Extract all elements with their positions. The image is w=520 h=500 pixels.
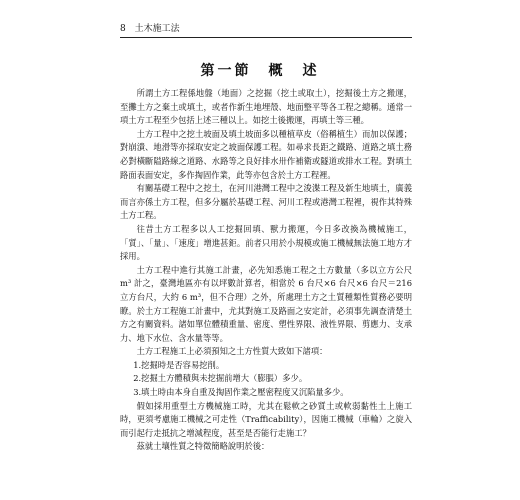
list-item: 2.挖掘土方體積與未挖掘前增大（膨脹）多少。: [133, 373, 308, 384]
paragraph: 往昔土方工程多以人工挖掘回填、獸力搬運，今日多改換為機械施工，「質」、「量」、「速度」增進甚鉅。前者只用於小規模或施工機械無法施工地方才採用。: [120, 223, 412, 262]
paragraph: 有關基礎工程中之挖土，在河川港灣工程中之浚渫工程及新生地填土，廣義而言亦係土方工程，但多分屬於基礎工程、河川工程或港灣工程裡，視作其特殊土方工程。: [120, 183, 412, 221]
paragraph: 土方工程施工上必須預知之土方性質大致如下諸項：: [136, 346, 328, 357]
page-number: 8: [120, 24, 126, 34]
section-title: 第一節 概 述: [200, 63, 320, 79]
list-item: 1.挖掘時是否容易挖削。: [133, 359, 225, 370]
paragraph: 土方工程中進行其施工計畫，必先知悉施工程之土方數量（多以立方公尺 m³ 計之，臺灣地區亦有以坪數計算者，相當於 6 台尺×6 台尺×6 台尺＝216 立方台尺，大約 6 m³，但不合理）之外，所處理土方之土質種類性質務必要明瞭。於土方工程施工計畫中，尤其對施工及路面之安定計，必須事先調查清楚土方之有關資料。諸如單位體積重量、密度、塑性界限、液性界限、剪應力、支承力、地下水位、含水量等等。: [120, 264, 412, 343]
paragraph: 所謂土方工程係地盤（地面）之挖掘（挖土或取土），挖掘後土方之搬運，至攤土方之棄土或填土，或者作新生地埋殼、地面整平等各工程之總稱。通常一項土方工程至少包括上述三種以上。如挖土後搬運，再填土等三種。: [120, 88, 412, 126]
paragraph: 假如採用重型土方機械施工時，尤其在鬆軟之砂質土或軟弱黏性土上施工時，更須考慮施工機械之可走性（Trafficability），因施工機械（車輪）之旋入而引起行走抵抗之增減程度，甚至是否能行走施工？: [120, 400, 412, 438]
running-header: [120, 24, 412, 38]
paragraph: 茲就土壤性質之特徵簡略說明於後：: [136, 441, 270, 452]
list-item: 3.填土時由本身自重及掏固作業之壓密程度又沉陷量多少。: [133, 387, 349, 398]
book-title: 土木施工法: [134, 24, 180, 34]
body-text: [120, 87, 412, 454]
paragraph: 土方工程中之挖土坡面及填土坡面多以種植草皮（俗稱植生）而加以保護；對崩潰、地滑等亦採取安定之坡面保護工程。如尋求長距之鐵路、道路之填土務必對橫斷隘路線之道路、水路等之良好排水卅作補衛或隧道或排水工程。對填土路面表面安定，多作掏固作業，此等亦包含於土方工程裡。: [120, 128, 412, 180]
